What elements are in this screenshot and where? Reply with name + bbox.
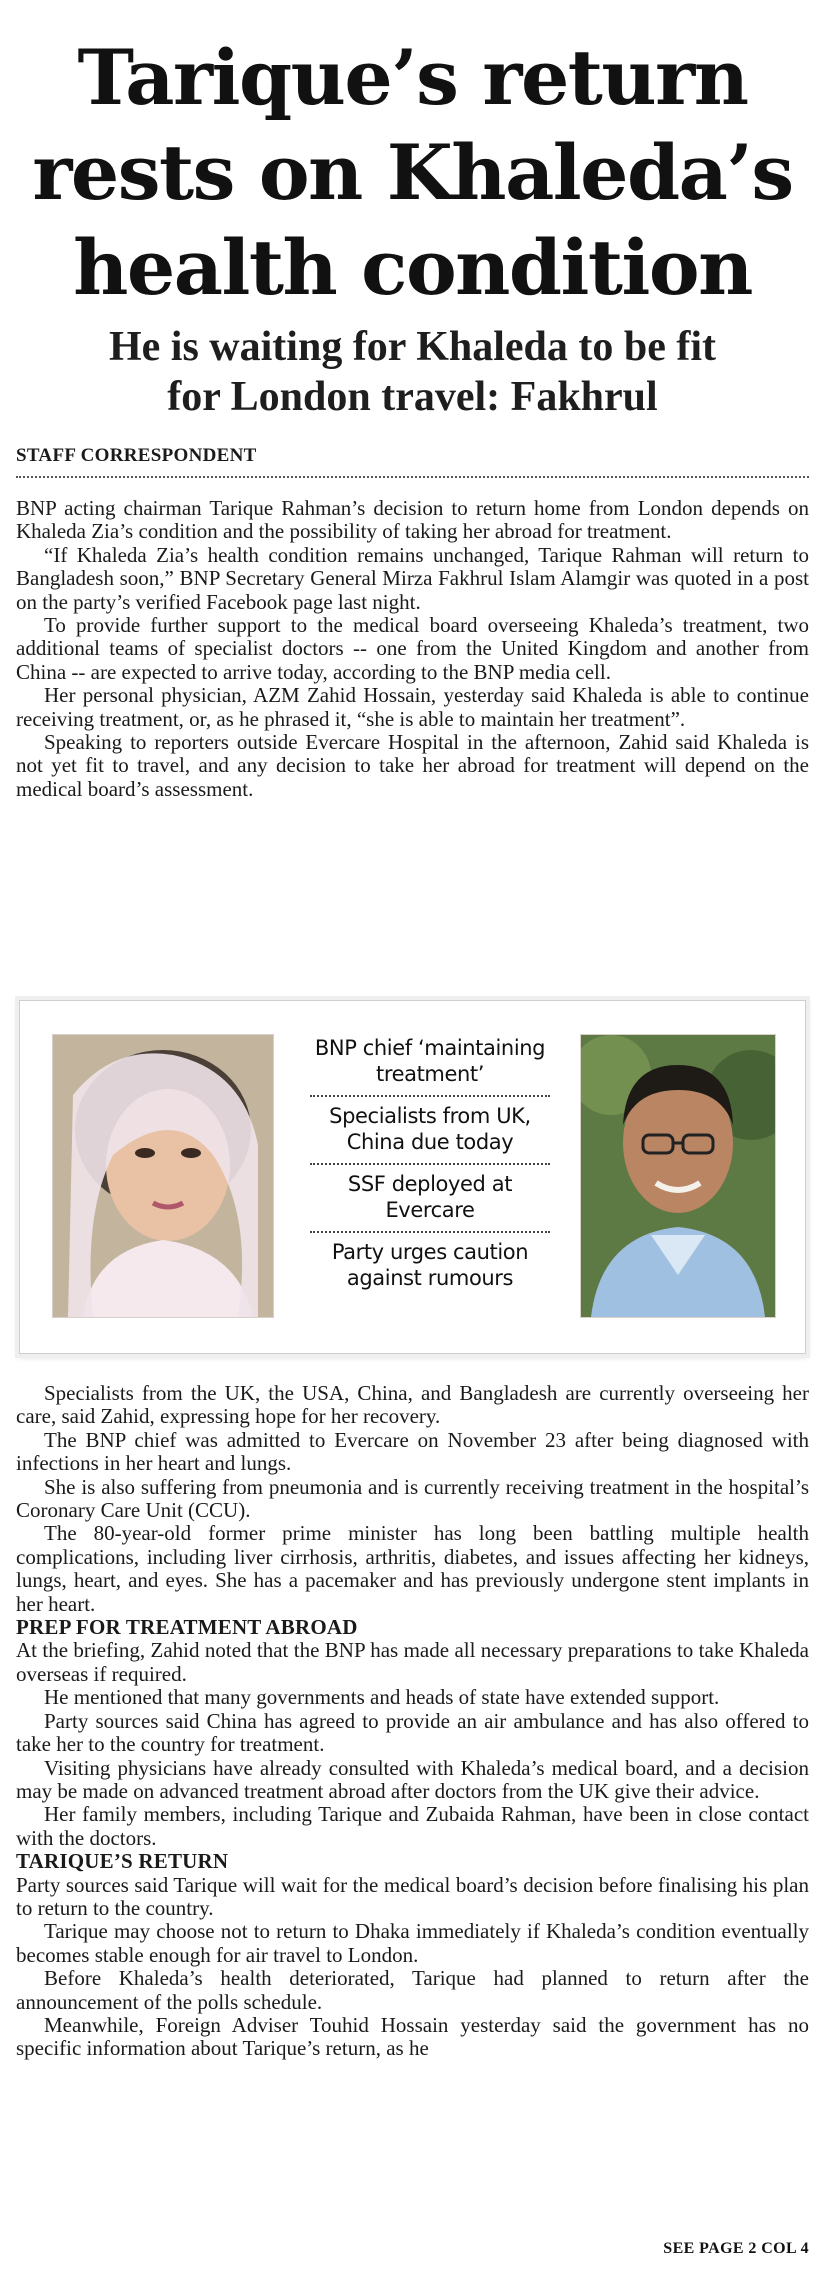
article-paragraph: Meanwhile, Foreign Adviser Touhid Hossain yesterday said the government has no specific information about Tarique’s return, as he bbox=[16, 2012, 809, 2061]
article-paragraph: Before Khaleda’s health deteriorated, Tarique had planned to return after the announcement of the polls schedule. bbox=[16, 1966, 809, 2014]
headline-line-1: Tarique’s return bbox=[77, 33, 748, 122]
article-paragraph: Visiting physicians have already consulted with Khaleda’s medical board, and a decision may be made on advanced treatment abroad after doctors from the UK give their advice. bbox=[16, 1755, 809, 1803]
article-paragraph: The BNP chief was admitted to Evercare on November 23 after being diagnosed with infections in her heart and lungs. bbox=[16, 1427, 809, 1476]
subheadline-line-2: for London travel: Fakhrul bbox=[167, 374, 658, 420]
article-paragraph: Speaking to reporters outside Evercare Hospital in the afternoon, Zahid said Khaleda is not yet fit to travel, and any decision to take her abroad for treatment will depend on the medical board’s assessment. bbox=[16, 730, 809, 801]
article-paragraph: Her personal physician, AZM Zahid Hossain, yesterday said Khaleda is able to continue receiving treatment, or, as he phrased it, “she is able to maintain her treatment”. bbox=[16, 683, 809, 731]
article-paragraph: He mentioned that many governments and heads of state have extended support. bbox=[44, 1685, 720, 1710]
article-paragraph: Her family members, including Tarique and Zubaida Rahman, have been in close contact with the doctors. bbox=[16, 1802, 809, 1850]
article-paragraph: Party sources said Tarique will wait for the medical board’s decision before finalising his plan to return to the country. bbox=[16, 1872, 809, 1920]
article-body-top bbox=[16, 497, 809, 801]
highlight-point: Specialists from UK, China due today bbox=[310, 1095, 550, 1163]
khaleda-zia-photo bbox=[52, 1034, 274, 1318]
section-subhead: TARIQUE’S RETURN bbox=[16, 1849, 229, 1874]
highlight-point: Party urges caution against rumours bbox=[310, 1231, 550, 1299]
article-paragraph: Specialists from the UK, the USA, China, and Bangladesh are currently overseeing her care, said Zahid, expressing hope for her recovery. bbox=[16, 1381, 809, 1429]
highlights-panel bbox=[19, 1000, 806, 1354]
highlight-points bbox=[310, 1029, 550, 1299]
article-paragraph: Party sources said China has agreed to provide an air ambulance and has also offered to take her to the country for treatment. bbox=[16, 1708, 809, 1757]
jump-line: SEE PAGE 2 COL 4 bbox=[663, 2240, 809, 2257]
article-paragraph: The 80-year-old former prime minister has long been battling multiple health complications, including liver cirrhosis, arthritis, diabetes, and issues affecting her kidneys, lungs, heart, and eyes. She has a pacemaker and has previously undergone stent implants in her heart. bbox=[16, 1521, 809, 1616]
article-paragraph: BNP acting chairman Tarique Rahman’s decision to return home from London depends on Khaleda Zia’s condition and the possibility of taking her abroad for treatment. bbox=[16, 496, 809, 544]
headline-line-2: rests on Khaleda’s bbox=[32, 128, 793, 217]
article-paragraph: “If Khaleda Zia’s health condition remains unchanged, Tarique Rahman will return to Bangladesh soon,” BNP Secretary General Mirza Fakhrul Islam Alamgir was quoted in a post on the party’s verified Facebook page last night. bbox=[16, 542, 809, 614]
highlight-point: SSF deployed at Evercare bbox=[310, 1163, 550, 1231]
headline bbox=[0, 30, 825, 315]
article-paragraph: She is also suffering from pneumonia and is currently receiving treatment in the hospital’s Coronary Care Unit (CCU). bbox=[16, 1474, 809, 1523]
highlight-point: BNP chief ‘maintaining treatment’ bbox=[314, 1036, 546, 1086]
article-paragraph: To provide further support to the medical board overseeing Khaleda’s treatment, two additional teams of specialist doctors -- one from the United Kingdom and another from China -- are expected to arrive today, according to the BNP media cell. bbox=[16, 613, 809, 684]
subheadline-line-1: He is waiting for Khaleda to be fit bbox=[108, 324, 717, 370]
tarique-rahman-photo bbox=[580, 1034, 776, 1318]
section-subhead: PREP FOR TREATMENT ABROAD bbox=[16, 1615, 358, 1640]
byline: STAFF CORRESPONDENT bbox=[16, 444, 809, 478]
subheadline bbox=[0, 322, 825, 422]
article-paragraph: Tarique may choose not to return to Dhaka immediately if Khaleda’s condition eventually becomes stable enough for air travel to London. bbox=[16, 1919, 809, 1967]
article-paragraph: At the briefing, Zahid noted that the BNP has made all necessary preparations to take Khaleda overseas if required. bbox=[16, 1638, 809, 1686]
headline-line-3: health condition bbox=[73, 223, 752, 312]
article-body-bottom bbox=[16, 1382, 809, 2061]
